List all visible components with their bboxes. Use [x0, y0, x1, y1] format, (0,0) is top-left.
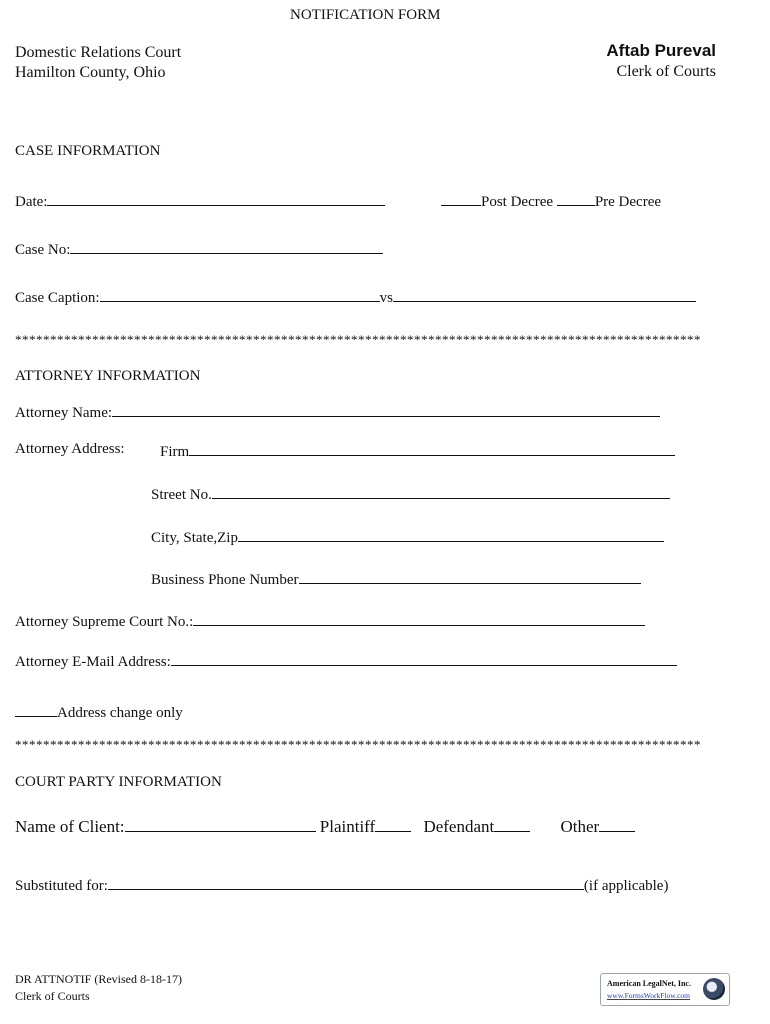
vendor-url-link[interactable]: www.FormsWorkFlow.com	[607, 991, 691, 1000]
case-no-field[interactable]	[70, 239, 383, 254]
court-name: Domestic Relations Court	[15, 44, 182, 61]
plaintiff-blank[interactable]	[375, 817, 411, 832]
plaintiff-label: Plaintiff	[319, 817, 376, 836]
firm-row	[160, 441, 675, 461]
date-row	[15, 191, 385, 211]
case-no-label: Case No:	[15, 242, 71, 258]
firm-field[interactable]	[189, 441, 675, 456]
address-change-row	[15, 702, 183, 722]
vs-label: vs	[379, 290, 393, 306]
decree-row	[441, 191, 661, 211]
caption-party2-field[interactable]	[393, 287, 696, 302]
street-field[interactable]	[212, 484, 670, 499]
pre-decree-blank[interactable]	[557, 191, 595, 206]
substituted-row	[15, 875, 668, 895]
post-decree-blank[interactable]	[441, 191, 481, 206]
form-code: DR ATTNOTIF (Revised 8-18-17)	[15, 972, 182, 986]
footer-office: Clerk of Courts	[15, 989, 90, 1003]
defendant-label: Defendant	[423, 817, 495, 836]
street-row	[151, 484, 670, 504]
street-label: Street No.	[151, 487, 212, 503]
case-no-row	[15, 239, 383, 259]
attorney-name-row	[15, 402, 660, 422]
divider-1: **************************************************************************************************	[15, 332, 701, 347]
form-title: NOTIFICATION FORM	[290, 7, 441, 23]
attorney-info-heading: ATTORNEY INFORMATION	[15, 368, 201, 384]
substituted-field[interactable]	[108, 875, 584, 890]
party-info-heading: COURT PARTY INFORMATION	[15, 774, 222, 790]
email-row	[15, 651, 677, 671]
court-county: Hamilton County, Ohio	[15, 64, 166, 81]
case-caption-row	[15, 287, 696, 307]
city-label: City, State,Zip	[151, 530, 238, 546]
email-label: Attorney E-Mail Address:	[15, 654, 171, 670]
date-label: Date:	[15, 194, 48, 210]
vendor-name: American LegalNet, Inc.	[607, 979, 691, 988]
defendant-blank[interactable]	[494, 817, 530, 832]
vendor-logo-box	[600, 973, 730, 1006]
city-field[interactable]	[238, 527, 664, 542]
clerk-name: Aftab Pureval	[606, 41, 716, 60]
supreme-row	[15, 611, 645, 631]
firm-label: Firm	[160, 444, 190, 460]
divider-2: **************************************************************************************************	[15, 737, 701, 752]
attorney-address-label: Attorney Address:	[15, 441, 125, 457]
supreme-label: Attorney Supreme Court No.:	[15, 614, 194, 630]
phone-label: Business Phone Number	[151, 572, 299, 588]
clerk-title: Clerk of Courts	[616, 63, 716, 80]
substituted-label: Substituted for:	[15, 878, 108, 894]
client-name-field[interactable]	[125, 817, 316, 832]
email-field[interactable]	[171, 651, 677, 666]
supreme-field[interactable]	[193, 611, 645, 626]
case-info-heading: CASE INFORMATION	[15, 143, 161, 159]
other-label: Other	[560, 817, 600, 836]
if-applicable-note: (if applicable)	[583, 878, 669, 894]
case-caption-label: Case Caption:	[15, 290, 100, 306]
client-row	[15, 817, 635, 837]
address-change-blank[interactable]	[15, 702, 57, 717]
other-blank[interactable]	[599, 817, 635, 832]
caption-party1-field[interactable]	[100, 287, 380, 302]
phone-field[interactable]	[299, 569, 641, 584]
attorney-address-row	[15, 441, 125, 458]
phone-row	[151, 569, 641, 589]
address-change-label: Address change only	[57, 705, 183, 721]
post-decree-label: Post Decree	[481, 194, 554, 210]
date-field[interactable]	[47, 191, 385, 206]
client-label: Name of Client:	[15, 817, 125, 836]
vendor-globe-icon	[703, 978, 725, 1000]
city-row	[151, 527, 664, 547]
attorney-name-label: Attorney Name:	[15, 405, 113, 421]
attorney-name-field[interactable]	[112, 402, 660, 417]
pre-decree-label: Pre Decree	[594, 194, 662, 210]
